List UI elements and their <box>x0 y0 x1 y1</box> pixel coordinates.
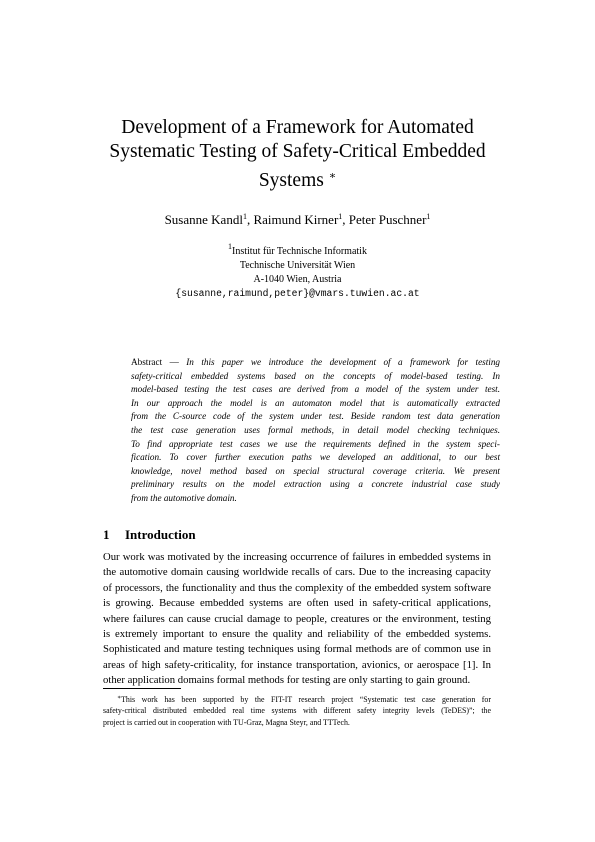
abstract-line: fication. To cover further execution paths we developed an additional, to our best <box>131 452 500 463</box>
body-line: Our work was motivated by the increasing occurrence of failures in embedded systems in <box>103 551 491 563</box>
body-line: is extremely important to ensure the quality and reliability of the embedded systems. <box>103 628 491 641</box>
section-heading <box>103 527 196 543</box>
footnote-line: safety-critical distributed embedded real time systems with different safety integrity levels (TeDES)”; the <box>103 706 491 716</box>
author-name: Susanne Kandl <box>164 212 243 227</box>
body-line: areas of high safety-criticality, for instance transportation, avionics, or aerospace [1]. In <box>103 658 491 671</box>
author-separator: , <box>342 212 349 227</box>
section-title: Introduction <box>125 527 196 542</box>
body-line: is growing. Because embedded systems are often used in safety-critical applications, <box>103 597 491 610</box>
body-line: where failures can cause crucial damage to people, creatures or the environment, testing <box>103 612 491 625</box>
abstract <box>131 356 500 506</box>
title-footnote-mark: ∗ <box>328 170 337 182</box>
affiliation-mark: 1 <box>338 212 343 221</box>
affiliation-mark: 1 <box>228 242 233 251</box>
body-line: other application domains formal methods for testing are only starting to gain ground. <box>103 674 471 687</box>
abstract-line: from the automotive domain. <box>131 492 237 503</box>
author-name: Raimund Kirner <box>253 212 339 227</box>
section-number: 1 <box>103 527 110 542</box>
abstract-line: In our approach the model is an automaton model that is automatically extracted <box>131 397 500 408</box>
title-line <box>60 164 535 193</box>
footnote <box>103 693 491 728</box>
abstract-line: model-based testing the test cases are derived from a model of the system under test. <box>131 384 500 395</box>
institute-name: Institut für Technische Informatik <box>232 246 367 257</box>
abstract-line: knowledge, novel method based on special structural coverage criteria. We present <box>131 465 500 476</box>
footnote-line: This work has been supported by the FIT-IT research project “Systematic test case generation for <box>121 695 491 704</box>
abstract-line: the test case generation uses formal methods, in detail model checking techniques. <box>131 424 500 435</box>
university-name: Technische Universität Wien <box>239 260 356 271</box>
affiliation-block <box>100 240 495 301</box>
title-line: Development of a Framework for Automated <box>121 117 474 138</box>
abstract-dash: — <box>162 357 187 367</box>
author-name: Peter Puschner <box>348 212 427 227</box>
abstract-line: from the C-source code of the system under test. Beside random test data generation <box>131 411 500 422</box>
abstract-label: Abstract <box>131 357 163 367</box>
paper-title <box>60 116 535 193</box>
abstract-line: safety-critical embedded systems based on the concepts of model-based testing. In <box>131 370 500 381</box>
abstract-line: preliminary results on the model extraction using a concrete industrial case study <box>131 479 500 490</box>
footnote-mark: ∗ <box>117 695 122 701</box>
title-line-text: Systems <box>258 170 324 191</box>
email-address: {susanne,raimund,peter}@vmars.tuwien.ac.at <box>175 288 420 299</box>
address: A-1040 Wien, Austria <box>253 274 342 285</box>
author-separator: , <box>246 212 254 227</box>
body-paragraph <box>103 550 491 689</box>
affiliation-mark: 1 <box>426 212 431 221</box>
author-list <box>60 208 535 228</box>
title-line: Systematic Testing of Safety-Critical Embedded <box>109 141 486 162</box>
body-line: Sophisticated and mature testing techniques using formal methods are of common use in <box>103 643 491 656</box>
abstract-line: To find appropriate test cases we use the requirements defined in the system speci- <box>131 438 500 449</box>
footnote-divider <box>103 688 181 689</box>
affiliation-mark: 1 <box>242 212 247 221</box>
abstract-line: In this paper we introduce the development of a framework for testing <box>186 357 501 367</box>
body-line: the automotive domain causing worldwide recalls of cars. Due to the increasing capacity <box>103 566 491 579</box>
footnote-line: project is carried out in cooperation with TU-Graz, Magna Steyr, and TTTech. <box>103 717 350 727</box>
body-line: of processors, the functionality and thus the complexity of the embedded system software <box>103 581 491 594</box>
